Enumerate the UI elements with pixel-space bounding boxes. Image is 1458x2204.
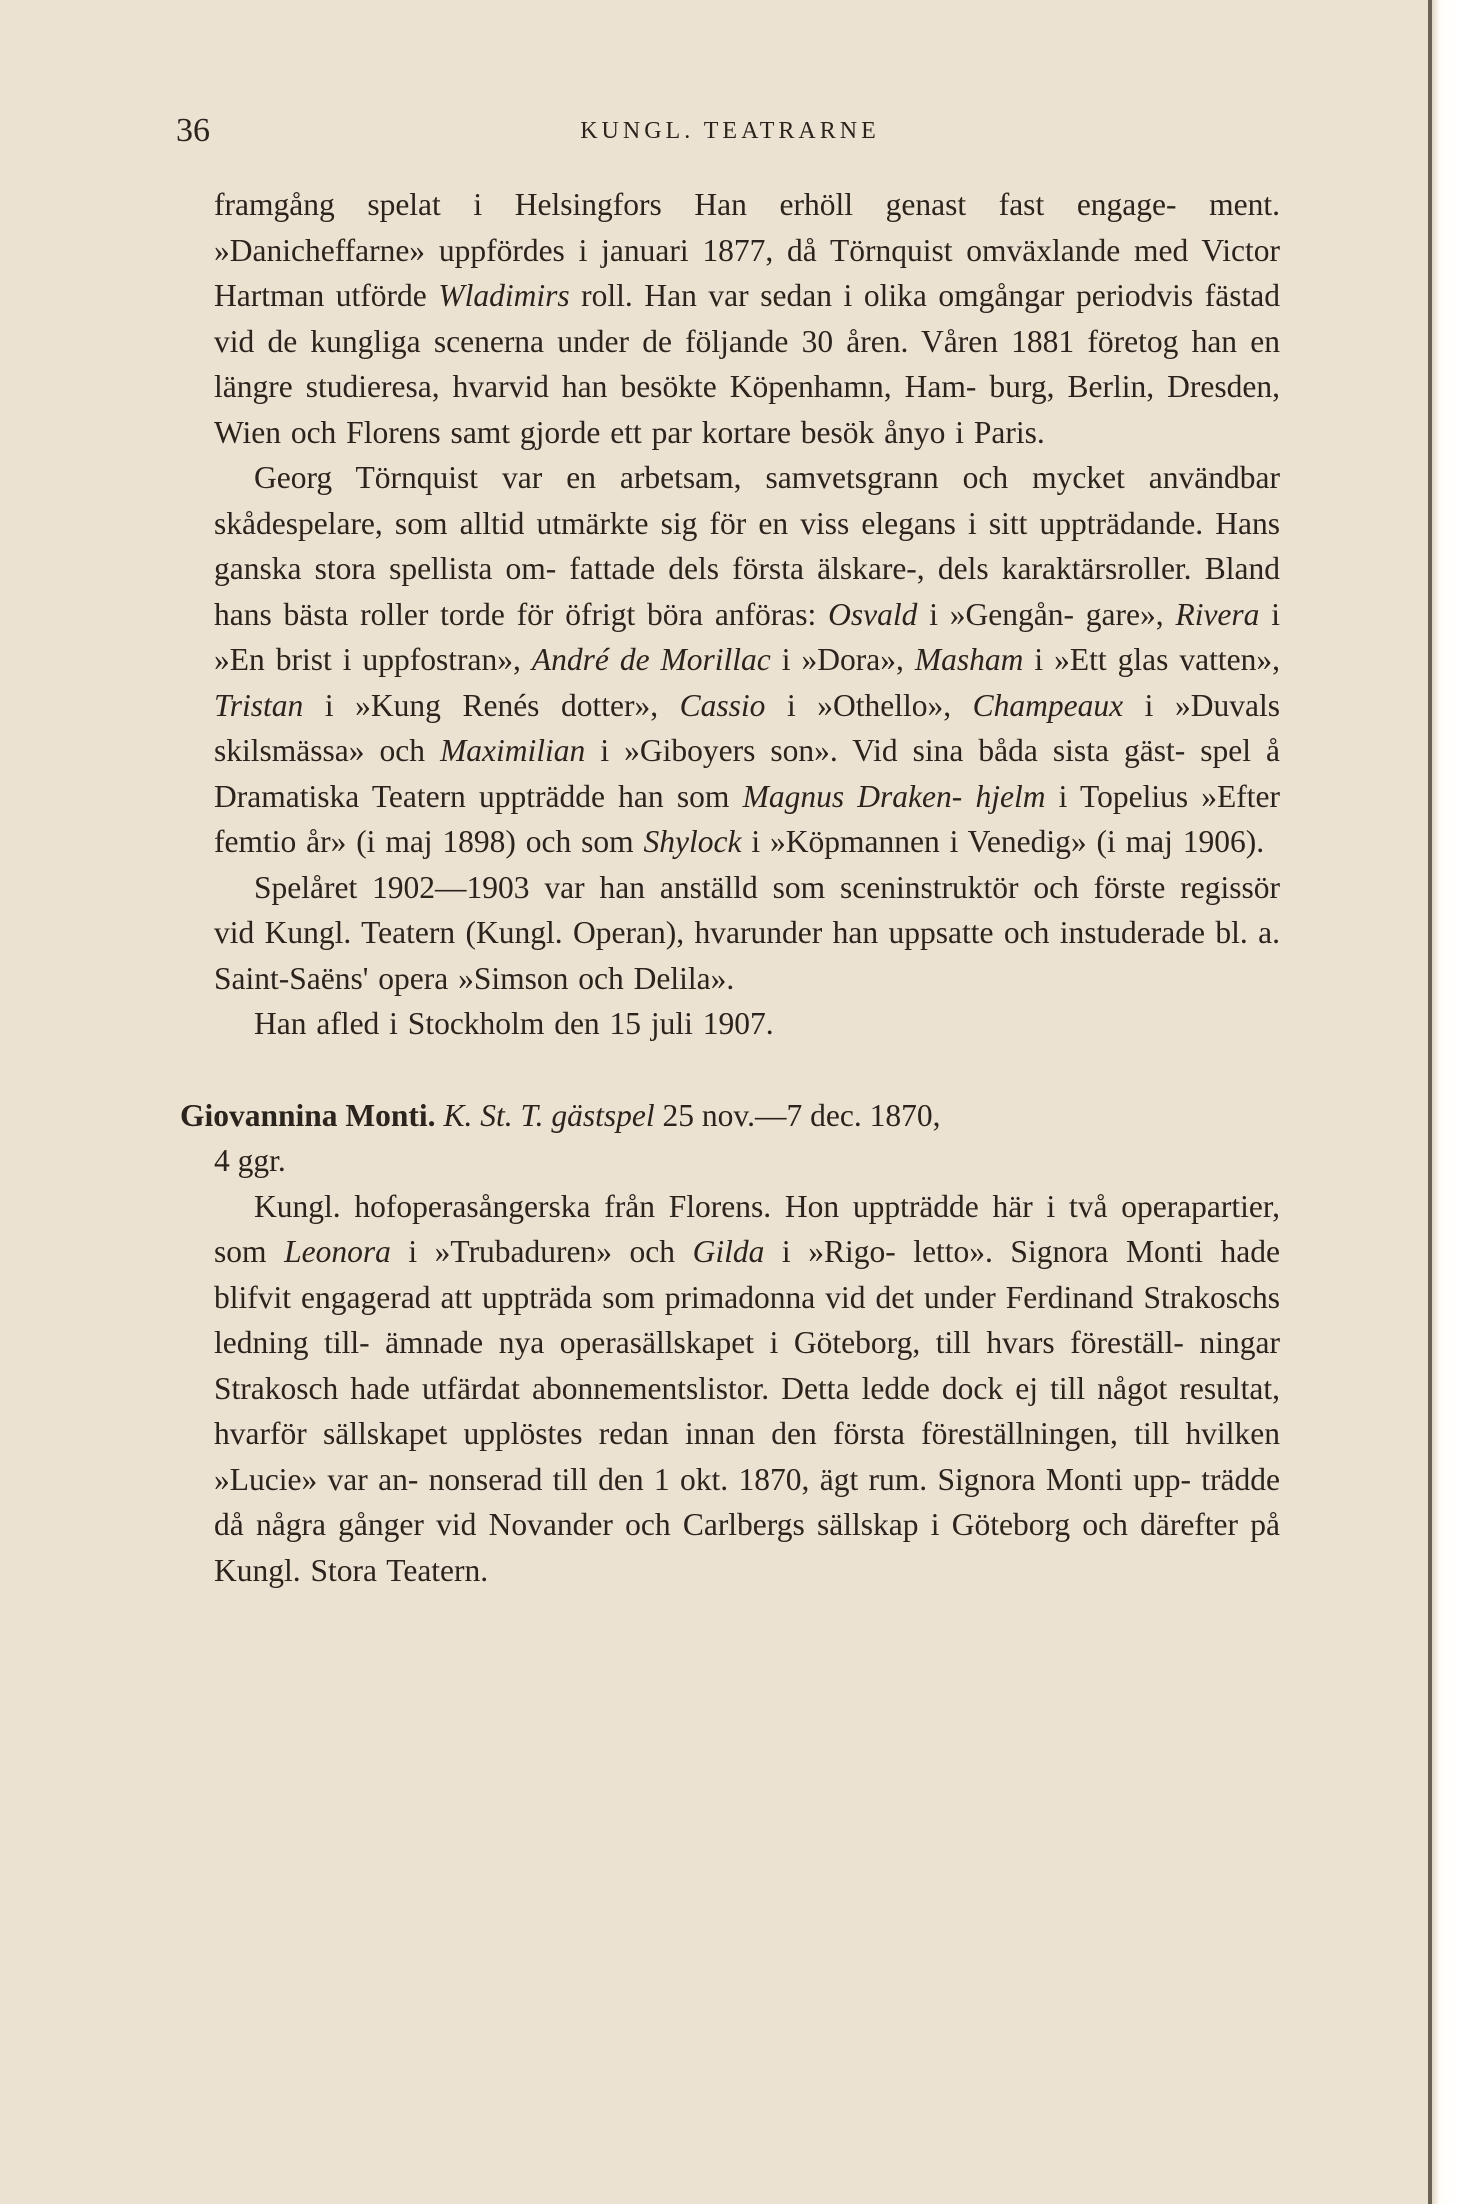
italic-name: Cassio <box>679 687 766 723</box>
italic-name: Leonora <box>284 1234 391 1269</box>
paragraph <box>214 865 1280 1002</box>
entry-engagement: gästspel <box>551 1097 655 1133</box>
italic-name: Masham <box>914 642 1024 677</box>
page-number: 36 <box>176 112 210 149</box>
text-run: Spelåret 1902—1903 var han anställd som sceninstruktör och förste regissör vid Kungl. Teatern (Kungl. Operan), hvarunder han uppsatte och instuderade bl. a. Saint-Saëns' opera »Simson och Delila». <box>214 869 1280 996</box>
text-run: Georg Törnquist var en arbetsam, samvetsgrann och mycket användbar skådespelare, som alltid utmärkte sig för en viss elegans i sitt uppträdande. Hans ganska stora spellista om- fattade dels första älskare-, dels karaktärsroller. Bland hans bästa roller torde för öfrigt böra anföras: <box>214 460 1280 632</box>
text-run: Han afled i Stockholm den 15 juli 1907. <box>254 1006 774 1041</box>
italic-name: Champeaux <box>972 687 1124 723</box>
italic-name: André de Morillac <box>531 642 771 677</box>
italic-name: Shylock <box>643 824 742 859</box>
binding-shadow <box>1428 0 1432 2204</box>
italic-name: Wladimirs <box>438 278 570 313</box>
text-run: framgång spelat i Helsingfors Han erhöll genast fast engage- ment. »Danicheffarne» uppfördes i januari 1877, då Törnquist omväxlande med Victor Hartman utförde <box>214 187 1280 313</box>
paragraph <box>214 1184 1280 1594</box>
text-run: Kungl. hofoperasångerska från Florens. Hon uppträdde här i två operapartier, som <box>214 1188 1280 1269</box>
paragraph <box>214 182 1280 455</box>
text-run: i »Giboyers son». Vid sina båda sista gäst- spel å Dramatiska Teatern uppträdde han som <box>214 733 1280 814</box>
italic-name: Magnus Draken- hjelm <box>742 778 1046 814</box>
text-run: i »Köpmannen i Venedig» (i maj 1906). <box>741 824 1265 859</box>
text-run: i Topelius »Efter femtio år» (i maj 1898) och som <box>214 778 1280 859</box>
italic-name: Maximilian <box>440 733 586 768</box>
entry-heading <box>180 1093 1280 1184</box>
italic-name: Osvald <box>828 596 918 632</box>
text-run: i »En brist i uppfostran», <box>214 596 1280 677</box>
text-run: roll. Han var sedan i olika omgångar periodvis fästad vid de kungliga scenerna under de följande 30 åren. Våren 1881 företog han en längre studieresa, hvarvid han besökte Köpenhamn, Ham- burg, Berlin, Dresden, Wien och Florens samt gjorde ett par kortare besök ånyo i Paris. <box>214 278 1280 450</box>
text-run: i »Kung Renés dotter», <box>303 687 680 723</box>
italic-name: Tristan <box>214 687 304 723</box>
page-header <box>176 112 1284 152</box>
text-run: i »Trubaduren» och <box>390 1234 693 1269</box>
paragraph <box>214 1001 1280 1047</box>
entry-text <box>214 1184 1280 1594</box>
text-run: i »Gengån- gare», <box>917 596 1176 632</box>
paragraph <box>214 455 1280 865</box>
entry-theatre: K. St. T. <box>443 1097 544 1133</box>
biography-text <box>214 182 1280 1047</box>
entry-count: 4 ggr. <box>214 1143 286 1178</box>
text-run: i »Dora», <box>770 642 915 677</box>
page-edge <box>1430 0 1458 2204</box>
running-head: KUNGL. TEATRARNE <box>580 118 880 144</box>
text-run: i »Duvals skilsmässa» och <box>214 687 1280 768</box>
text-run: i »Othello», <box>765 687 973 723</box>
text-run: i »Ett glas vatten», <box>1023 642 1280 677</box>
page-body <box>180 182 1280 1593</box>
entry-dates: 25 nov.—7 dec. 1870, <box>662 1097 941 1133</box>
entry-name: Giovannina Monti. <box>180 1097 436 1133</box>
text-run: i »Rigo- letto». Signora Monti hade blifvit engagerad att uppträda som primadonna vid det under Ferdinand Strakoschs ledning till- ämnade nya operasällskapet i Göteborg, till hvars föreställ- ningar Strakosch hade utfärdat abonnementslistor. Detta ledde dock ej till något resultat, hvarför sällskapet upplöstes redan innan den första föreställningen, till hvilken »Lucie» var an- nonserad till den 1 okt. 1870, ägt rum. Signora Monti upp- trädde då några gånger vid Novander och Carlbergs sällskap i Göteborg och därefter på Kungl. Stora Teatern. <box>214 1234 1280 1588</box>
italic-name: Rivera <box>1175 596 1260 632</box>
italic-name: Gilda <box>692 1234 765 1269</box>
